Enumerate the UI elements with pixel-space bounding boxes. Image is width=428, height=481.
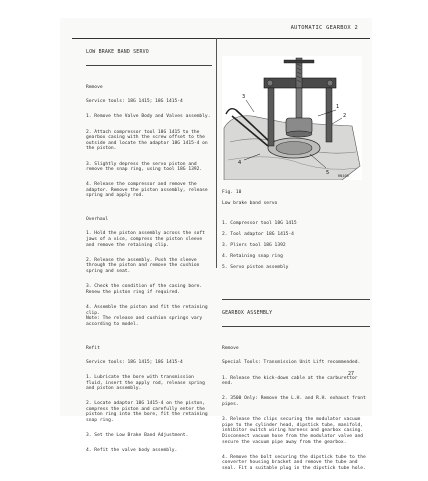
figure-label: Fig. 10 xyxy=(222,189,242,195)
overhaul-step: 1. Hold the piston assembly across the soft jaws of a vice, compress the piston sleeve and remove the retaining clip. xyxy=(86,231,205,248)
overhaul-step: 3. Check the condition of the casing bore. Renew the piston ring if required. xyxy=(86,284,203,295)
parts-list-item: 4. Retaining snap ring xyxy=(222,254,283,260)
parts-list-item: 5. Servo piston assembly xyxy=(222,265,289,271)
refit-step: 3. Set the Low Brake Band Adjustment. xyxy=(86,433,189,439)
gearbox-step: 1. Release the kick-down cable at the carburettor end. xyxy=(222,375,358,387)
section-title-gearbox-assembly: GEARBOX ASSEMBLY xyxy=(222,309,273,316)
section-rule xyxy=(86,65,212,66)
refit-step: 1. Lubricate the bore with transmission fluid, insert the apply rod, release spring and piston assembly. xyxy=(86,374,205,392)
service-tools: Service tools: 18G 1415; 18G 1415-4 xyxy=(86,99,183,105)
refit-step: 2. Locate adaptor 18G 1415-4 on the piston, compress the piston and carefully enter the piston ring into the bore, fit the retaining snap ring. xyxy=(86,401,208,424)
page-number: 27 xyxy=(347,371,354,377)
callout-4: 4 xyxy=(238,160,242,166)
remove-step: 3. Slightly depress the servo piston and remove the snap ring, using tool 18G 1392. xyxy=(86,161,203,173)
parts-list-item: 2. Tool adaptor 18G 1415-4 xyxy=(222,231,294,237)
column-divider xyxy=(216,38,217,268)
refit-tools: Service tools: 18G 1415; 18G 1415-4 xyxy=(86,359,183,365)
right-column xyxy=(222,182,370,481)
remove-step: 2. Attach compressor tool 18G 1415 to the gearbox casing with the screw offset to the outside and locate the adaptor 18G 1415-4 on the piston. xyxy=(86,129,208,152)
servo-illustration xyxy=(222,56,362,180)
section-rule xyxy=(222,326,370,327)
callout-3: 3 xyxy=(242,94,246,100)
refit-step: 4. Refit the valve body assembly. xyxy=(86,448,178,454)
page-header: AUTOMATIC GEARBOX 2 xyxy=(290,25,358,31)
section-title-low-brake-band-servo: LOW BRAKE BAND SERVO xyxy=(86,48,149,55)
figure-caption: Low brake band servo xyxy=(222,200,278,206)
header-rule xyxy=(72,38,370,39)
special-tools: Special Tools: Transmission Unit Lift recommended. xyxy=(222,360,361,366)
gearbox-step: 2. 3500 Only: Remove the L.H. and R.H. exhaust front pipes. xyxy=(222,396,366,407)
callout-2: 2 xyxy=(343,113,347,119)
remove-step: 4. Release the compressor and remove the adaptor. Remove the piston assembly, release spring and apply rod. xyxy=(86,182,208,199)
callout-1: 1 xyxy=(336,104,340,110)
gearbox-step: 3. Release the clips securing the modulator vacuum pipe to the cylinder head, dipstick tube, manifold, inhibitor switch wiring harness and gearbox casing. Disconnect vacuum hose from the modulator valve and secure the vacuum pipe away from the gearbox. xyxy=(222,417,364,445)
remove-heading: Remove xyxy=(86,84,103,90)
figure-low-brake-band-servo xyxy=(222,56,362,180)
section-rule xyxy=(222,299,370,300)
overhaul-heading: Overhaul xyxy=(86,217,109,223)
overhaul-step: 4. Assemble the piston and fit the retaining clip. Note: The release and cushion springs vary according to model. xyxy=(86,304,208,327)
gearbox-step: 4. Remove the bolt securing the dipstick tube to the converter housing bracket and remove the tube and seal. Fit a suitable plug in the dipstick tube hole. xyxy=(222,454,366,471)
parts-list xyxy=(222,215,370,277)
refit-heading: Refit xyxy=(86,345,100,351)
remove-step: 1. Remove the Valve Body and Valves assembly. xyxy=(86,114,211,120)
remove-heading: Remove xyxy=(222,346,239,352)
left-column xyxy=(86,44,212,464)
figure-stamp: RN109 xyxy=(338,174,349,178)
overhaul-step: 2. Release the assembly. Push the sleeve through the piston and remove the cushion spring and seat. xyxy=(86,257,200,274)
parts-list-item: 1. Compressor tool 18G 1415 xyxy=(222,220,297,226)
callout-5: 5 xyxy=(326,170,330,176)
parts-list-item: 3. Pliers tool 18G 1392 xyxy=(222,242,286,248)
